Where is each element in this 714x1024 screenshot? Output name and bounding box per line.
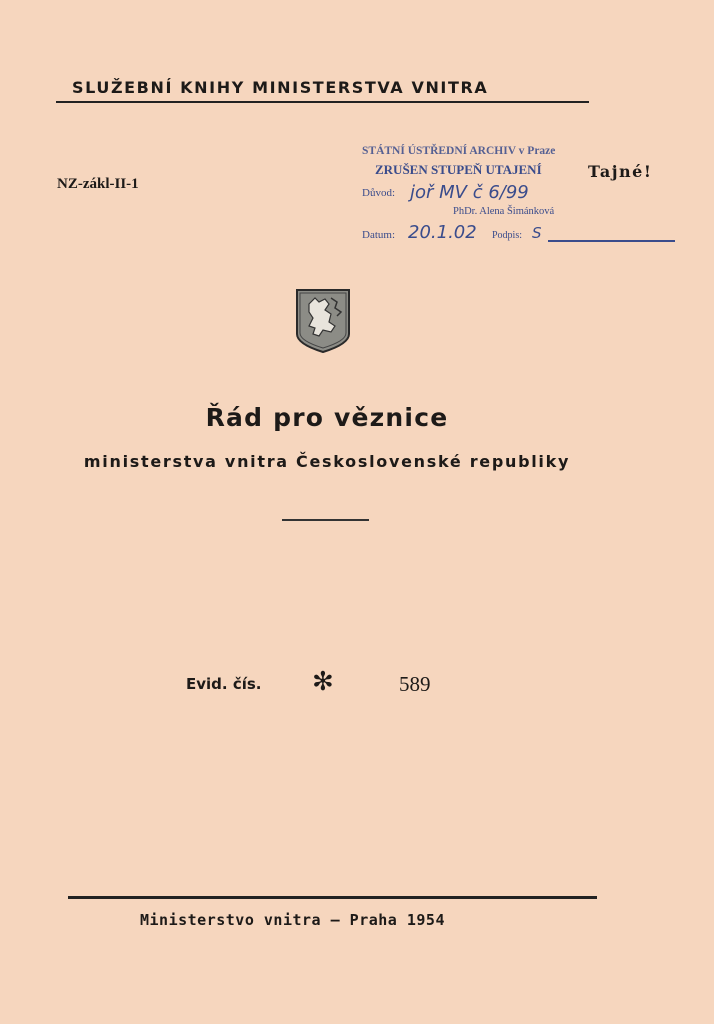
coat-of-arms-icon — [295, 288, 351, 354]
stamp-reason-handwritten: joř MV č 6/99 — [410, 182, 529, 203]
stamp-date-handwritten: 20.1.02 — [408, 222, 477, 243]
stamp-signature: S — [532, 224, 542, 242]
stamp-official: PhDr. Alena Šimánková — [453, 206, 555, 217]
series-heading: SLUŽEBNÍ KNIHY MINISTERSTVA VNITRA — [72, 78, 489, 97]
publisher-line: Ministerstvo vnitra — Praha 1954 — [140, 911, 445, 929]
stamp-archive: STÁTNÍ ÚSTŘEDNÍ ARCHIV v Praze — [362, 145, 556, 157]
stamp-status: ZRUŠEN STUPEŇ UTAJENÍ — [375, 162, 542, 177]
document-title: Řád pro věznice — [205, 403, 449, 432]
header-rule — [56, 101, 589, 103]
classification-mark: Tajné! — [588, 162, 653, 181]
registration-number: 589 — [399, 672, 431, 696]
stamp-reason-label: Důvod: — [362, 187, 395, 199]
document-subtitle: ministerstva vnitra Československé republiky — [83, 452, 571, 471]
signature-line — [548, 240, 675, 242]
registration-label: Evid. čís. — [186, 675, 262, 693]
asterisk-icon: ✻ — [312, 667, 334, 697]
title-divider — [282, 519, 369, 521]
stamp-signature-label: Podpis: — [492, 230, 523, 241]
stamp-date-label: Datum: — [362, 229, 395, 241]
footer-rule — [68, 896, 597, 899]
document-code: NZ-zákl-II-1 — [57, 176, 139, 192]
